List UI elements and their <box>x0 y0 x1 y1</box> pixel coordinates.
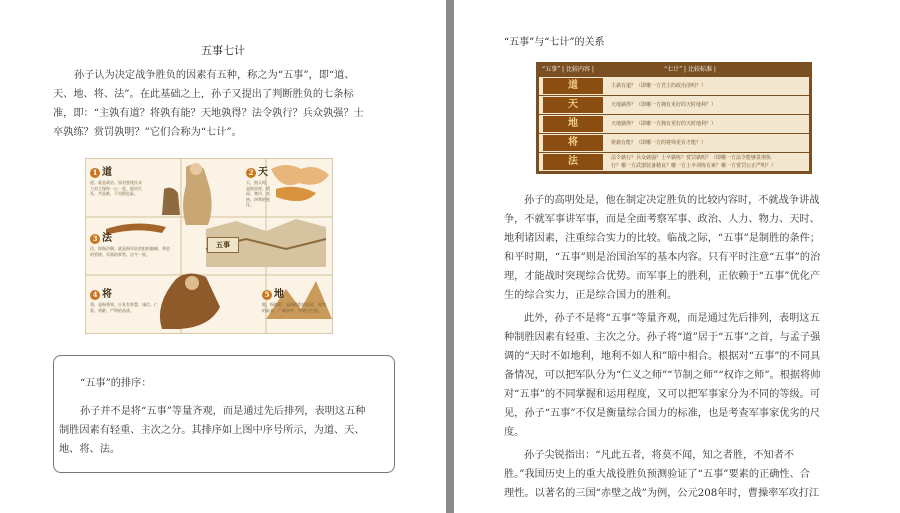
note-line: 制胜因素有轻重、主次之分。其排序如上图中序号所示，为道、天、 <box>59 425 365 436</box>
note-line: 地、将、法。 <box>59 444 121 455</box>
cell-text: 道，就是政治。国君要使民众与君主保持一心一意，能同生死，共患难，不畏惧危险。 <box>90 180 142 196</box>
intro-line: 天、地、将、法”。在此基础之上，孙子又提出了判断胜负的七条标 <box>53 89 354 100</box>
text-line: 此外，孙子不是将“五事”等量齐观，而是通过先后排列，表明这五 <box>524 313 820 324</box>
five-things-tian <box>246 163 332 223</box>
text-line: 孙子的高明处是，他在制定决定胜负的比较内容时，不就战争讲战 <box>524 195 820 206</box>
text-line: 孙子尖锐指出：“凡此五者，将莫不闻，知之者胜，不知者不 <box>524 450 795 461</box>
table-row <box>539 115 809 133</box>
table-row <box>539 77 809 95</box>
intro-line: 孙子认为决定战争胜负的因素有五种，称之为“五事”，即“道、 <box>74 70 355 81</box>
text-line: 调的“天时不如地利，地利不如人和”暗中相合。根据对“五事”的不同具 <box>504 351 821 362</box>
five-things-jiang <box>90 285 176 345</box>
order-number: 1 <box>90 168 100 178</box>
order-number: 2 <box>246 168 256 178</box>
left-page <box>0 0 446 513</box>
section-title: “五事”与“七计”的关系 <box>504 37 605 48</box>
text-line: 地利诸因素，注重综合实力的比较。临战之际，“五事”是制胜的条件； <box>504 233 821 244</box>
text-line: 种制胜因素有轻重、主次之分。孙子将“道”居于“五事”之首，与孟子强 <box>504 332 821 343</box>
row-label: 将 <box>543 135 603 151</box>
five-things-seven-plans-table <box>536 62 812 174</box>
order-number: 5 <box>262 290 272 300</box>
row-text: 行？哪一方武器装备精良？哪一方士卒训练有素？哪一方赏罚公正严明？） <box>611 163 777 169</box>
text-line: 对“五事”的不同掌握和运用程度，又可以把军事家分为不同的等级。可 <box>504 389 821 400</box>
text-line: 胜。”我国历史上的重大战役胜负预测验证了“五事”要素的正确性、合 <box>504 469 810 480</box>
page-title: 五事七计 <box>201 44 245 57</box>
row-text: 天地孰得？（即哪一方拥有更好的天时地利？） <box>611 121 717 127</box>
row-text: 将孰有能？（即哪一方的将帅更有才能？） <box>611 140 707 146</box>
text-line: 度。 <box>504 427 525 438</box>
row-label: 法 <box>543 154 603 170</box>
five-things-di <box>262 285 348 345</box>
text-line: 备情况，可以把军队分为“仁义之师”“节制之师”“权诈之师”。根据将帅 <box>504 370 821 381</box>
five-things-fa <box>90 229 176 289</box>
row-text: 天地孰得？（即哪一方拥有更好的天时地利？） <box>611 102 717 108</box>
text-line: 理性。以著名的三国“赤壁之战”为例，公元208年时，曹操率军攻打江 <box>504 488 820 499</box>
row-text: 法令孰行？兵众孰强？士卒孰练？赏罚孰明？（即哪一方法令能够贯彻执 <box>611 155 772 161</box>
text-line: 理，才能战时突现综合优势。而军事上的胜利，正依赖于“五事”优化产 <box>504 271 821 282</box>
row-label: 道 <box>543 78 603 94</box>
table-row <box>539 96 809 114</box>
text-line: 和平时期，“五事”则是治国治军的基本内容。只有平时注意“五事”的治 <box>504 252 821 263</box>
intro-line: 卒孰练？赏罚孰明？”它们合称为“七计”。 <box>53 127 242 138</box>
five-things-illustration <box>85 158 333 334</box>
cell-text: 地，指地形，是指路程的远近，地势的险易，广阔狭窄，死地与生地。 <box>262 302 326 313</box>
cell-text: 法，即指法制。就是指军队的组织编制、将吏的管辖、军需的掌管。法令一致。 <box>90 246 170 257</box>
table-header-left: “五事” | 比较内容 | <box>542 66 594 73</box>
cell-heading: 地 <box>274 289 284 300</box>
cell-heading: 将 <box>102 289 112 300</box>
intro-line: 准，即：“主孰有道？将孰有能？天地孰得？法令孰行？兵众孰强？士 <box>53 108 364 119</box>
table-row <box>539 153 809 171</box>
cell-heading: 天 <box>258 167 268 178</box>
row-label: 地 <box>543 116 603 132</box>
cell-text: 将，是指将领。应具有智慧、诚信、仁爱、勇敢、严明的品质。 <box>90 302 158 313</box>
note-line: 孙子并不是将“五事”等量齐观，而是通过先后排列，表明这五种 <box>80 406 366 417</box>
five-things-center-label: 五事 <box>207 237 239 253</box>
cell-heading: 道 <box>102 167 112 178</box>
text-line: 生的综合实力，正是综合国力的胜利。 <box>504 290 678 301</box>
note-heading: “五事”的排序： <box>80 378 152 389</box>
cell-text: 天，指天时，是指昼夜、晴雨、寒冷、炎热、四季的变化。 <box>246 180 270 207</box>
row-text: 主孰有道？（即哪一方君主的政治清明？） <box>611 83 707 89</box>
text-line: 见，孙子“五事”不仅是衡量综合国力的标准，也是考查军事家优劣的尺 <box>504 408 821 419</box>
order-number: 3 <box>90 234 100 244</box>
order-number: 4 <box>90 290 100 300</box>
text-line: 争，不就军事讲军事，而是全面考察军事、政治、人力、物力、天时、 <box>504 214 820 225</box>
five-things-dao <box>90 163 176 223</box>
row-label: 天 <box>543 97 603 113</box>
table-row <box>539 134 809 152</box>
ordering-note-box <box>53 355 395 473</box>
table-header-right: “七计” | 比较标准 | <box>664 66 716 73</box>
cell-heading: 法 <box>102 233 112 244</box>
page-divider <box>446 0 454 513</box>
